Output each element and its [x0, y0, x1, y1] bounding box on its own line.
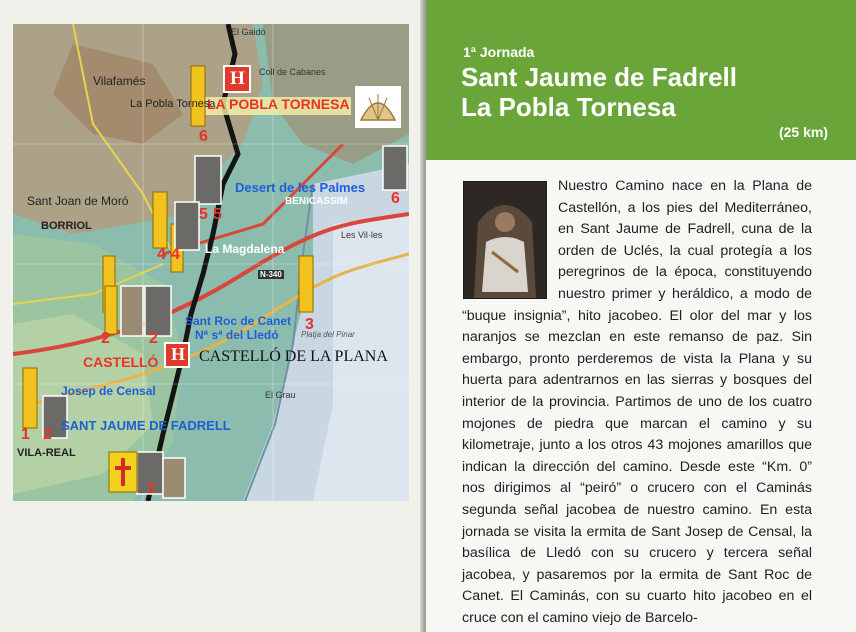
- left-page: [0, 0, 424, 632]
- marker-number: 3: [305, 316, 314, 333]
- marker-number: 2: [43, 426, 52, 443]
- label-el-grau: El Grau: [265, 390, 296, 400]
- page-title: [461, 62, 737, 122]
- marker-number: 4: [171, 246, 180, 263]
- label-sant-roc: Sant Roc de Canet: [185, 314, 292, 328]
- label-josep-censal: Josep de Censal: [61, 384, 156, 398]
- marker-number: 4: [157, 246, 166, 263]
- label-pobla-tornesa: La Pobla Tornesa: [130, 98, 216, 110]
- label-desert-palmes: Desert de les Palmes: [235, 180, 366, 195]
- title-band: [426, 0, 856, 160]
- marker-number: 2: [149, 330, 158, 347]
- label-els-vilars: Les Vil·les: [341, 230, 383, 240]
- marker-number: 5: [213, 206, 222, 223]
- title-line-2: La Pobla Tornesa: [461, 92, 676, 122]
- marker-number: 2: [101, 330, 110, 347]
- label-borriol: BORRIOL: [41, 220, 92, 232]
- hotel-letter-top: H: [230, 68, 245, 89]
- label-vila-real: VILA-REAL: [17, 447, 76, 459]
- route-map: [13, 24, 409, 501]
- marker-number: 6: [391, 190, 400, 207]
- label-benicassim: BENICASSIM: [285, 196, 348, 207]
- body-text: Nuestro Camino nace en la Plana de Castellón, a los pies del Mediterráneo, en Sant Jaume de Fadrell, cuna de la orden de Uclés, la cual protegía a los peregrinos de la época, constituyendo nuestro primer y heráldico, a modo de “buque insignia”, hito jacobeo. El olor del mar y los naranjos se mezclan en este remanso de paz. Sin embargo, pronto perderemos de vista la Plana y su huerta para adentrarnos en las sierras y bosques del interior de la provincia. Partimos de uno de los cuatro mojones de piedra que marcan el camino y su kilometraje, junto a los otros 43 mojones amarillos que indican la dirección del camino. Desde este “Km. 0” nos dirigimos al “peiró” o crucero con el Caminás segunda señal jacobea de nuestro camino. En esta jornada se visita la ermita de Sant Josep de Censal, la basílica de Lledó con su crucero y tercera señal jacobea, y pasaremos por la ermita de Sant Roc de Canet. El Caminás, con su cuarto hito jacobeo en el cruce con el camino viejo de Barcelo-: [462, 178, 812, 626]
- label-n340: N-340: [260, 270, 282, 279]
- label-castello-plana: CASTELLÓ DE LA PLANA: [199, 348, 388, 365]
- label-pobla-tornesa-banner: LA POBLA TORNESA: [207, 96, 350, 112]
- hotel-letter-bottom: H: [171, 344, 186, 364]
- label-sant-joan-moro: Sant Joan de Moró: [27, 194, 129, 208]
- scallop-shell-icon: [355, 86, 401, 128]
- label-magdalena: La Magdalena: [205, 242, 285, 256]
- label-el-gaido: El Gaidó: [231, 27, 266, 37]
- marker-number: 5: [199, 206, 208, 223]
- marker-number: 6: [199, 128, 208, 145]
- stage-label: 1ª Jornada: [463, 44, 535, 60]
- title-line-1: Sant Jaume de Fadrell: [461, 62, 737, 92]
- marker-number: 1: [147, 480, 156, 497]
- marker-number: 1: [21, 426, 30, 443]
- body-paragraph: [462, 176, 812, 629]
- label-coll-cabanes: Coll de Cabanes: [259, 67, 326, 77]
- label-playa-pinar: Platja del Pinar: [301, 330, 355, 339]
- label-vilafames: Vilafamés: [93, 74, 146, 88]
- label-castello: CASTELLÓ: [83, 354, 159, 370]
- distance-label: (25 km): [778, 124, 828, 140]
- label-sant-jaume: SANT JAUME DE FADRELL: [61, 418, 231, 433]
- label-lledo: Nª sª del Lledó: [195, 328, 279, 342]
- right-page: [426, 0, 856, 632]
